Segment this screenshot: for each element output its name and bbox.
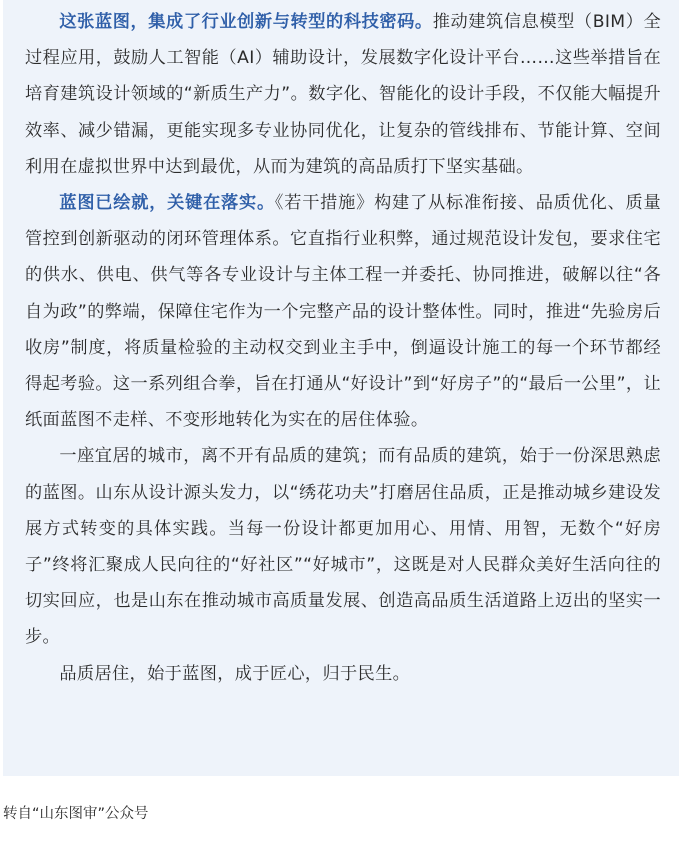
paragraph-lead-sentence: 这张蓝图，集成了行业创新与转型的科技密码。 bbox=[59, 12, 433, 32]
paragraph-lead-sentence: 蓝图已绘就，关键在落实。 bbox=[59, 193, 275, 214]
paragraph-body-text: 一座宜居的城市，离不开有品质的建筑；而有品质的建筑，始于一份深思熟虑的蓝图。山东从设计源头发力，以“绣花功夫”打磨居住品质，正是推动城乡建设发展方式转变的具体实践。当每一份设计都更加用心、用情、用智，无数个“好房子”终将汇聚成人民向往的“好社区”“好城市”，这既是对人民群众美好生活向往的切实回应，也是山东在推动城市高质量发展、创造高品质生活道路上迈出的坚实一步。 bbox=[25, 446, 661, 648]
paragraph-body-text: 推动建筑信息模型（BIM）全过程应用，鼓励人工智能（AI）辅助设计，发展数字化设计平台……这些举措旨在培育建筑设计领域的“新质生产力”。数字化、智能化的设计手段，不仅能大幅提升效率、减少错漏，更能实现多专业协同优化，让复杂的管线排布、节能计算、空间利用在虚拟世界中达到最优，从而为建筑的高品质打下坚实基础。 bbox=[25, 12, 662, 177]
article-paragraph-3 bbox=[25, 438, 661, 655]
article-paragraph-1 bbox=[25, 4, 661, 185]
article-panel bbox=[3, 0, 679, 776]
article-paragraph-4 bbox=[25, 656, 661, 692]
paragraph-body-text: 《若干措施》构建了从标准衔接、品质优化、质量管控到创新驱动的闭环管理体系。它直指行业积弊，通过规范设计发包，要求住宅的供水、供电、供气等各专业设计与主体工程一并委托、协同推进，破解以往“各自为政”的弊端，保障住宅作为一个完整产品的设计整体性。同时，推进“先验房后收房”制度，将质量检验的主动权交到业主手中，倒逼设计施工的每一个环节都经得起考验。这一系列组合拳，旨在打通从“好设计”到“好房子”的“最后一公里”，让纸面蓝图不走样、不变形地转化为实在的居住体验。 bbox=[25, 193, 661, 431]
article-paragraph-2 bbox=[25, 185, 661, 438]
source-credit: 转自“山东图审”公众号 bbox=[3, 806, 149, 822]
paragraph-body-text: 品质居住，始于蓝图，成于匠心，归于民生。 bbox=[59, 663, 411, 684]
